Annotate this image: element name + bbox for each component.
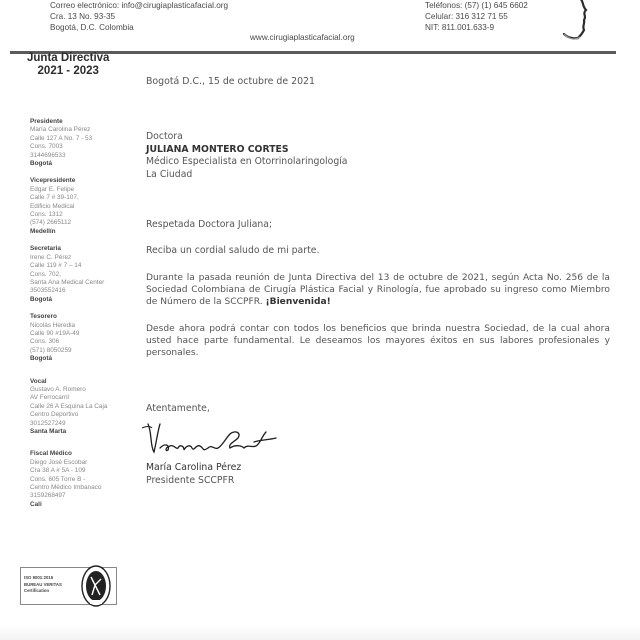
member-city: Bogotá (30, 295, 53, 303)
member-phone: 3159268497 (30, 492, 66, 500)
letterhead (0, 0, 640, 46)
member-line: Edificio Medical (30, 202, 75, 210)
letterhead-email: Correo electrónico: info@cirugiaplasticafacial.org (50, 1, 229, 10)
letter-paragraph-2: Desde ahora podrá contar con todos los beneficios que brinda nuestra Sociedad, de la cual ahora usted hace parte fundamental. Le deseamos los mayores éxitos en sus labores profesionales y personales. (146, 324, 610, 359)
member-line: Cons. 605 Torre B - (30, 475, 86, 483)
member-line: Centro Deportivo (30, 411, 79, 419)
member-fiscal-medico (30, 450, 107, 509)
letterhead-contact-left (50, 0, 228, 33)
board-sidebar (0, 50, 135, 640)
member-line: Calle 26 A Esquina La Caja (30, 402, 108, 410)
letter-date: Bogotá D.C., 15 de octubre de 2021 (146, 76, 315, 87)
recipient-position: Médico Especialista en Otorrinolaringología (146, 156, 348, 167)
certification-standard: ISO 9001:2015 (24, 575, 54, 580)
member-secretaria (30, 245, 107, 304)
letterhead-mobile: Celular: 316 312 71 55 (425, 12, 508, 21)
member-city: Cali (30, 500, 42, 508)
recipient-block (146, 131, 348, 181)
certification-text (24, 575, 62, 595)
member-city: Bogotá (30, 160, 53, 168)
member-line: Cons. 1312 (30, 211, 63, 219)
bureau-veritas-seal-icon (81, 565, 111, 607)
member-line: Cons. 702, (30, 270, 61, 278)
member-vocal (30, 378, 107, 437)
member-city: Santa Marta (30, 428, 67, 435)
welcome-emphasis: ¡Bienvenida! (265, 297, 331, 308)
member-name: Nicolás Heredia (30, 321, 76, 329)
iso-certification-badge (20, 567, 117, 605)
member-tesorero (30, 313, 107, 363)
letter-opening: Reciba un cordial saludo de mi parte. (146, 245, 320, 256)
member-line: Calle 127 A No. 7 - 53 (30, 134, 93, 142)
signer-block (146, 462, 241, 487)
letterhead-phones: Teléfonos: (57) (1) 645 6602 (425, 1, 528, 10)
letter-closing: Atentamente, (146, 403, 210, 414)
certification-label: Certification (24, 588, 50, 593)
member-role: Tesorero (30, 313, 57, 321)
member-phone: 3144696533 (30, 151, 66, 159)
member-role: Presidente (30, 118, 63, 125)
member-name: Edgar E. Felipe (30, 185, 75, 193)
member-line: Cons. 7003 (30, 143, 63, 151)
member-role: Vicepresidente (30, 177, 76, 185)
face-profile-logo-icon (560, 0, 610, 44)
member-line: Calle 90 #19A-49 (30, 329, 80, 337)
letter-paragraph-1 (146, 272, 610, 309)
handwritten-signature-icon (138, 418, 288, 462)
board-heading (27, 52, 109, 78)
member-line: Santa Ana Medical Center (30, 278, 105, 286)
member-name: Gustavo A. Romero (30, 385, 86, 393)
member-line: Centro Médico Imbanaco (30, 484, 102, 492)
member-presidente (30, 118, 107, 168)
letterhead-address: Cra. 13 No. 93-35 (50, 12, 116, 21)
paragraph-1-text: Durante la pasada reunión de Junta Directiva del 13 de octubre de 2021, según Acta No. 256 de la Sociedad Colombiana de Cirugía Plástica Facial y Rinología, fue aprobado su ingreso como Miembro de Número de la SCCPFR. (146, 273, 610, 308)
recipient-name: JULIANA MONTERO CORTES (146, 143, 289, 155)
member-role: Fiscal Médico (30, 450, 72, 458)
certification-body: BUREAU VERITAS (24, 581, 62, 587)
board-period: 2021 - 2023 (37, 65, 99, 77)
signer-title: Presidente SCCPFR (146, 474, 235, 486)
letterhead-city: Bogotá, D.C. Colombia (50, 23, 134, 32)
member-phone: (574) 2665112 (30, 219, 72, 227)
member-name: María Carolina Pérez (30, 126, 91, 134)
board-title: Junta Directiva (27, 52, 110, 64)
member-city: Medellín (30, 227, 56, 235)
member-role: Secretaria (30, 245, 61, 253)
member-role: Vocal (30, 377, 47, 385)
letterhead-nit: NIT: 811.001.633-9 (425, 23, 495, 32)
letterhead-website: www.cirugiaplasticafacial.org (250, 33, 355, 42)
member-phone: 3012527249 (30, 419, 66, 427)
member-city: Bogotá (30, 355, 53, 363)
board-members (30, 118, 107, 518)
page-bottom-edge (0, 625, 640, 640)
signer-name: María Carolina Pérez (146, 462, 242, 473)
member-name: Irene C. Pérez (30, 253, 72, 261)
recipient-title: Doctora (146, 131, 183, 142)
member-phone: (571) 8050259 (30, 346, 72, 354)
member-name: Diego José Escobar (30, 458, 88, 466)
recipient-location: La Ciudad (146, 168, 193, 180)
member-vicepresidente (30, 177, 107, 236)
member-phone: 3503552416 (30, 287, 66, 295)
member-line: Calle 7 # 39-107, (30, 194, 79, 202)
member-line: AV Ferrocarril (30, 394, 69, 402)
letter-greeting: Respetada Doctora Juliana; (146, 219, 273, 230)
member-line: Cra 38 A # 5A - 109 (30, 467, 86, 475)
letterhead-contact-right (425, 0, 528, 33)
member-line: Cons. 306 (30, 338, 60, 346)
member-line: Calle 119 # 7 – 14 (30, 262, 82, 270)
